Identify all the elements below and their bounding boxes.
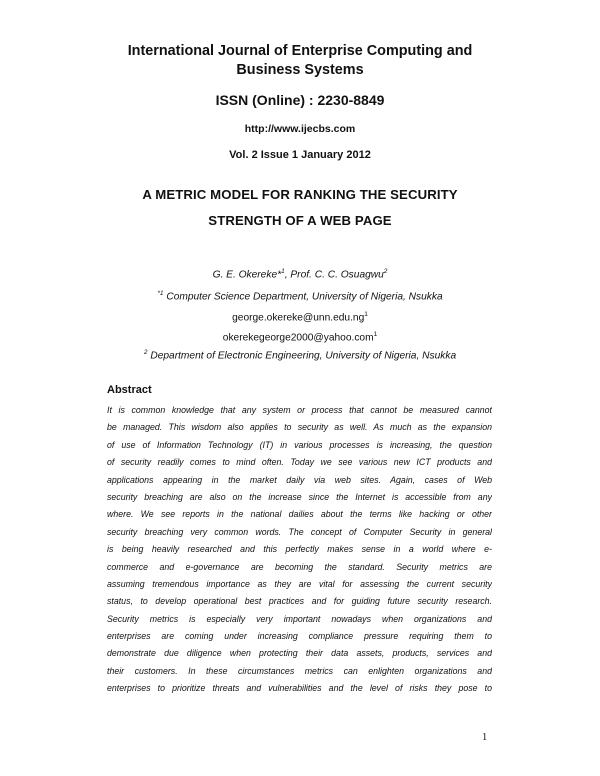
- volume-issue: Vol. 2 Issue 1 January 2012: [229, 149, 371, 161]
- journal-name-line2: Business Systems: [236, 62, 364, 78]
- abstract-line: enterprises to prioritize threats and vulnerabilities and the level of risks they pose to: [107, 683, 492, 694]
- abstract-line: is being heavily researched and this perfectly makes sense in a world where e-: [107, 544, 492, 555]
- page-number: 1: [482, 732, 488, 743]
- author-separator: ,: [284, 269, 291, 281]
- affiliation-1: [0, 290, 600, 302]
- abstract-line: demonstrate due diligence when protecting their data assets, products, services and: [107, 648, 492, 659]
- journal-name-line1: International Journal of Enterprise Computing and: [127, 43, 473, 59]
- email-2-text[interactable]: okerekegeorge2000@yahoo.com: [222, 332, 374, 344]
- author-1-sup: 1: [281, 268, 285, 275]
- paper-title-line1: A METRIC MODEL FOR RANKING THE SECURITY: [142, 187, 458, 202]
- affiliation-2-sup: 2: [143, 349, 148, 356]
- email-2-sup: 1: [373, 331, 378, 338]
- paper-title: [0, 182, 600, 234]
- email-1: [0, 311, 600, 323]
- journal-url[interactable]: http://www.ijecbs.com: [244, 123, 356, 135]
- affiliation-2: [0, 349, 600, 361]
- abstract-line: security breaching very common words. The concept of Computer Security in general: [107, 526, 492, 537]
- abstract-line: Security metrics is especially very important nowadays when organizations and: [107, 613, 492, 624]
- abstract-line: It is common knowledge that any system or process that cannot be measured cannot: [107, 405, 492, 415]
- abstract-heading: Abstract: [107, 384, 152, 396]
- abstract-line: of security readily comes to mind often. Today we see various new ICT products and: [107, 457, 492, 468]
- affiliation-2-text: Department of Electronic Engineering, University of Nigeria, Nsukka: [147, 350, 457, 362]
- abstract-line: their customers. In these circumstances metrics can enlighten organizations and: [107, 665, 492, 676]
- journal-name: [0, 42, 600, 80]
- author-2-sup: 2: [383, 268, 388, 275]
- abstract-line: be managed. This wisdom also applies to security as well. As much as the expansion: [107, 422, 492, 433]
- abstract-line: assuming tremendous importance as they are vital for assessing the current security: [107, 578, 492, 589]
- author-2: Prof. C. C. Osuagwu: [290, 269, 384, 281]
- email-1-text[interactable]: george.okereke@unn.edu.ng: [232, 312, 365, 324]
- author-1: G. E. Okereke*: [212, 269, 282, 281]
- paper-title-line2: STRENGTH OF A WEB PAGE: [208, 213, 392, 228]
- abstract-line: commerce and e-governance are becoming the standard. Security metrics are: [107, 561, 492, 572]
- abstract-body: [107, 402, 492, 698]
- email-2: [0, 331, 600, 343]
- email-1-sup: 1: [364, 311, 368, 318]
- abstract-line: applications appearing in the market daily via web sites. Again, cases of Web: [107, 474, 492, 485]
- issn: ISSN (Online) : 2230-8849: [215, 92, 385, 108]
- abstract-line: of use of Information Technology (IT) in various processes is increasing, the question: [107, 439, 492, 450]
- abstract-line: enterprises are coming under increasing compliance pressure requiring them to: [107, 631, 492, 642]
- abstract-line: where. We see reports in the national dailies about the terms like hacking or other: [107, 509, 492, 520]
- abstract-line: status, to develop operational best practices and for guiding future security research.: [107, 596, 492, 607]
- affiliation-1-sup: *1: [157, 290, 164, 297]
- affiliation-1-text: Computer Science Department, University of Nigeria, Nsukka: [163, 291, 443, 303]
- author-list: [0, 268, 600, 280]
- abstract-line: security breaching are also on the increase since the Internet is accessible from any: [107, 491, 492, 502]
